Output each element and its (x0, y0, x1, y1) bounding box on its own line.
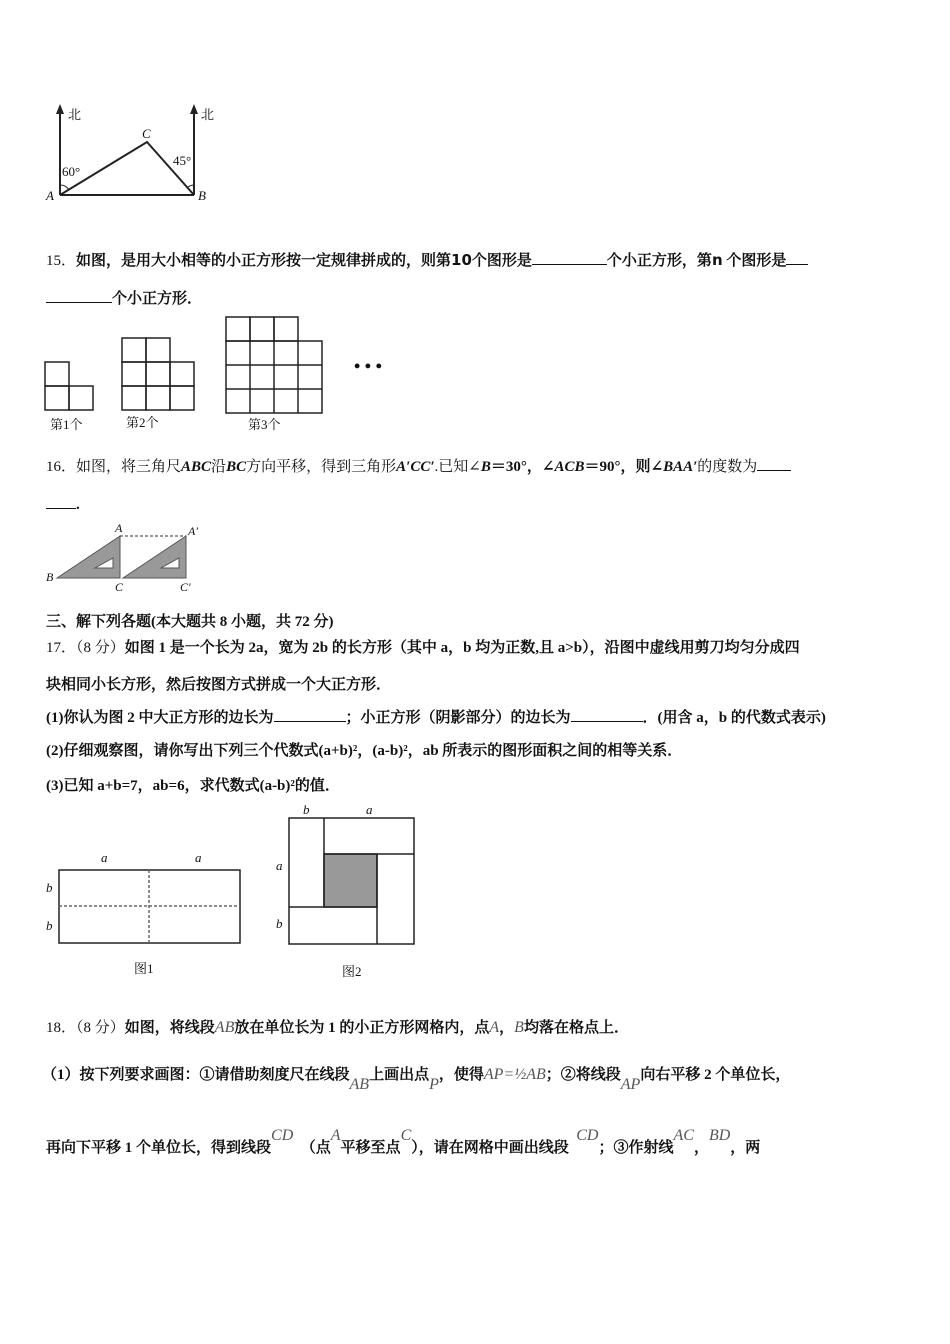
question-17-line-1: 17．（8 分）如图 1 是一个长为 2a，宽为 2b 的长方形（其中 a，b 均为正数,且 a>b），沿图中虚线用剪刀均匀分成四 (46, 640, 800, 656)
question-17-line-2: 块相同小长方形，然后按图方式拼成一个大正方形． (46, 677, 392, 693)
figure-2-caption: 图2 (342, 964, 362, 979)
fig2-b-label: b (303, 802, 310, 817)
fig2-a-side-label: a (276, 858, 283, 873)
ellipsis-dots: • • • (354, 356, 382, 376)
point-a-label: A (46, 188, 54, 203)
fig2-b-side-label: b (276, 916, 283, 931)
point-b-label: B (198, 188, 206, 203)
answer-blank-1[interactable] (532, 250, 607, 265)
square-pattern-figures (44, 316, 344, 416)
label-a: A (115, 521, 123, 535)
fig1-b-label-2: b (46, 918, 53, 933)
answer-blank-2-cont[interactable] (46, 288, 112, 303)
question-18-line-1: 18．（8 分）如图，将线段AB放在单位长为 1 的小正方形网格内，点A，B均落在格点上． (46, 1019, 629, 1036)
figure-2-square (288, 817, 418, 947)
label-c-prime: C′ (180, 580, 191, 594)
angle-45-label: 45° (173, 153, 192, 168)
label-b: B (46, 570, 54, 584)
question-17-part-2: (2)仔细观察图，请你写出下列三个代数式(a+b)²，(a-b)²，ab 所表示的图形面积之间的相等关系． (46, 743, 683, 759)
answer-blank-cont[interactable] (46, 494, 76, 509)
question-17-part-3: (3)已知 a+b=7，ab=6，求代数式(a-b)²的值． (46, 778, 340, 794)
triangle-translation-diagram (55, 533, 215, 593)
section-heading: 三、解下列各题(本大题共 8 小题，共 72 分) (46, 614, 334, 630)
question-16-line-2: . (46, 494, 80, 514)
question-18-line-3: 再向下平移 1 个单位长，得到线段CD （点A平移至点C），请在网格中画出线段 CD；③作射线AC，BD，两 (46, 1127, 761, 1156)
label-c: C (115, 580, 124, 594)
answer-blank-2[interactable] (786, 250, 808, 265)
angle-60-label: 60° (62, 164, 81, 179)
answer-blank-1[interactable] (274, 707, 346, 722)
figure-label-3: 第3个 (248, 417, 281, 432)
fig1-a-label-1: a (101, 850, 108, 865)
figure-1-caption: 图1 (134, 961, 154, 976)
point-c-label: C (142, 126, 151, 141)
question-16-line-1: 16．如图，将三角尺ABC沿BC方向平移，得到三角形A′CC′.已知∠B＝30°，∠ACB＝90°，则∠BAA′的度数为 (46, 455, 791, 476)
figure-1-rectangle (58, 868, 248, 948)
north-label-a: 北 (68, 107, 82, 122)
question-17-part-1: (1)你认为图 2 中大正方形的边长为 ；小正方形（阴影部分）的边长为 ．(用含 a，b 的代数式表示) (46, 706, 826, 727)
fig2-a-label: a (366, 802, 373, 817)
answer-blank-2[interactable] (571, 707, 643, 722)
figure-label-1: 第1个 (50, 417, 83, 432)
answer-blank[interactable] (757, 456, 791, 471)
question-15-line-1: 15．如图，是用大小相等的小正方形按一定规律拼成的，则第10个图形是 个小正方形，第n 个图形是 (46, 249, 808, 270)
north-label-b: 北 (201, 107, 215, 122)
fig1-a-label-2: a (195, 850, 202, 865)
figure-label-2: 第2个 (126, 415, 159, 430)
fig1-b-label-1: b (46, 880, 53, 895)
question-18-line-2: （1）按下列要求画图：①请借助刻度尺在线段AB上画出点P，使得AP=½AB；②将线段AP向右平移 2 个单位长， (42, 1066, 791, 1093)
question-15-line-2: 个小正方形． (46, 287, 202, 308)
label-a-prime: A′ (188, 524, 198, 538)
